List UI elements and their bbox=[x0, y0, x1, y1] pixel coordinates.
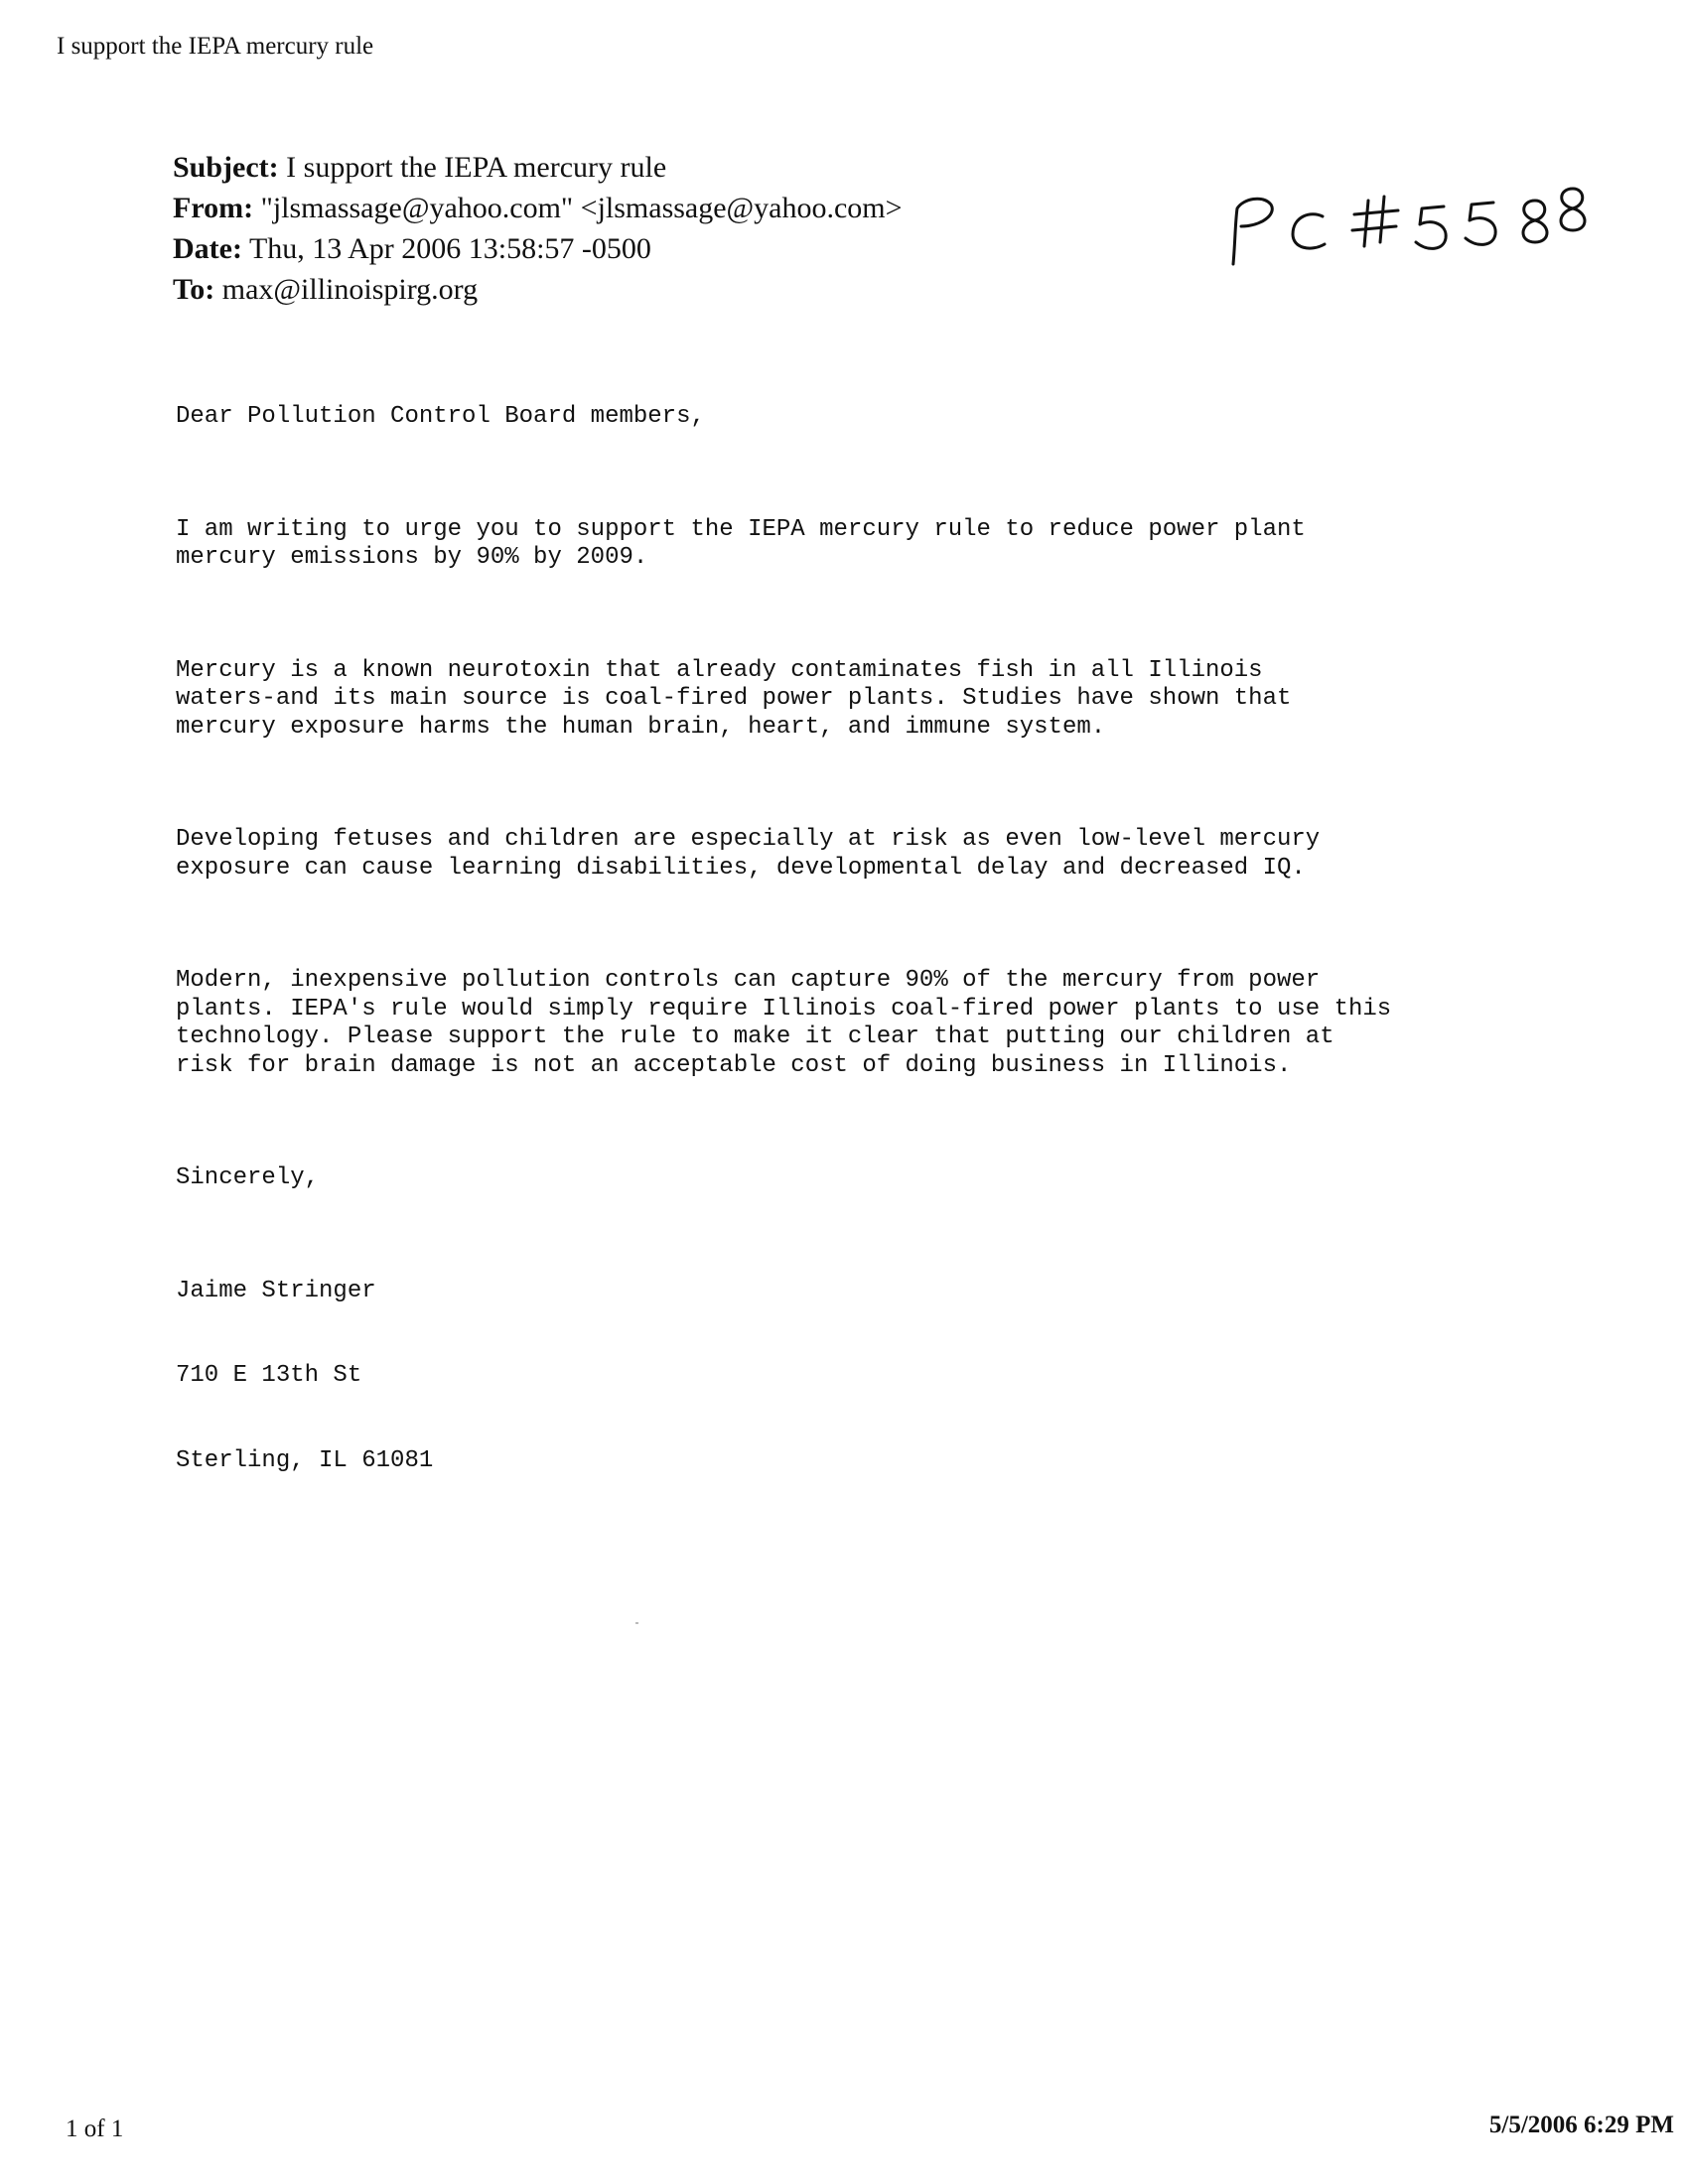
to-label: To: bbox=[173, 273, 215, 306]
to-row bbox=[173, 269, 903, 310]
paragraph-line: Developing fetuses and children are especially at risk as even low-level mercury bbox=[176, 826, 1321, 853]
from-value: "jlsmassage@yahoo.com" <jlsmassage@yahoo.com> bbox=[260, 192, 903, 224]
paragraph-line: technology. Please support the rule to make it clear that putting our children at bbox=[176, 1024, 1334, 1050]
subject-row bbox=[173, 147, 903, 188]
paragraph-4 bbox=[176, 967, 1645, 1080]
paragraph-2 bbox=[176, 657, 1645, 743]
page-header-title: I support the IEPA mercury rule bbox=[57, 33, 374, 60]
paragraph-line: Modern, inexpensive pollution controls can capture 90% of the mercury from power bbox=[176, 967, 1321, 994]
date-label: Date: bbox=[173, 232, 242, 265]
paragraph-1 bbox=[176, 516, 1645, 573]
subject-value: I support the IEPA mercury rule bbox=[286, 151, 667, 184]
letter-body bbox=[176, 346, 1645, 1504]
from-label: From: bbox=[173, 192, 254, 224]
to-value: max@illinoispirg.org bbox=[221, 273, 479, 306]
paragraph-line: I am writing to urge you to support the IEPA mercury rule to reduce power plant bbox=[176, 515, 1306, 543]
subject-label: Subject: bbox=[173, 151, 279, 184]
scan-speck bbox=[635, 1622, 638, 1624]
paragraph-line: risk for brain damage is not an acceptable cost of doing business in Illinois. bbox=[176, 1051, 1292, 1079]
paragraph-line: waters-and its main source is coal-fired power plants. Studies have shown that bbox=[176, 685, 1292, 712]
letter-closing: Sincerely, bbox=[176, 1164, 320, 1191]
page-footer-timestamp: 5/5/2006 6:29 PM bbox=[1488, 2112, 1674, 2138]
letter-greeting: Dear Pollution Control Board members, bbox=[176, 403, 705, 430]
signature-city: Sterling, IL 61081 bbox=[176, 1446, 434, 1474]
paragraph-line: mercury exposure harms the human brain, heart, and immune system. bbox=[176, 713, 1106, 741]
signature-street: 710 E 13th St bbox=[176, 1362, 362, 1389]
paragraph-line: exposure can cause learning disabilities, developmental delay and decreased IQ. bbox=[176, 854, 1306, 882]
date-row bbox=[173, 228, 903, 269]
signature-name: Jaime Stringer bbox=[176, 1277, 376, 1304]
paragraph-line: Mercury is a known neurotoxin that already contaminates fish in all Illinois bbox=[176, 656, 1263, 684]
page-footer-page-count: 1 of 1 bbox=[66, 2116, 124, 2142]
paragraph-3 bbox=[176, 826, 1645, 883]
date-value: Thu, 13 Apr 2006 13:58:57 -0500 bbox=[248, 232, 651, 265]
paragraph-line: plants. IEPA's rule would simply require Illinois coal-fired power plants to use this bbox=[176, 995, 1392, 1023]
paragraph-line: mercury emissions by 90% by 2009. bbox=[176, 544, 648, 571]
email-header-block bbox=[173, 147, 903, 310]
from-row bbox=[173, 188, 903, 228]
handwritten-stamp-pc-number bbox=[1219, 181, 1597, 270]
